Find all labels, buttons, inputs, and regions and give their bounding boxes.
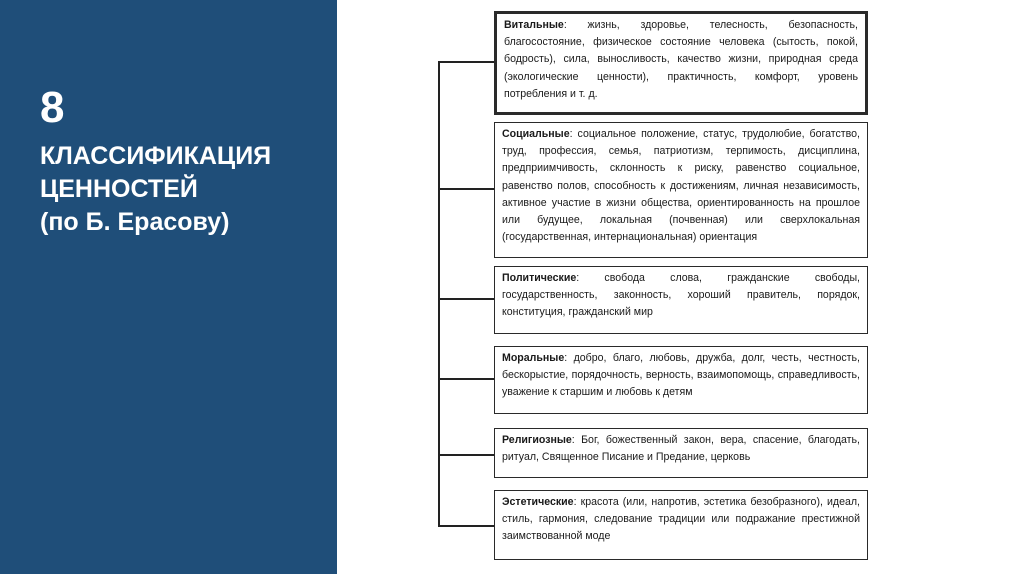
category-name: Социальные [502,128,570,140]
bracket-vertical-line [438,61,440,527]
slide-title-line-1: КЛАССИФИКАЦИЯ [40,142,272,170]
slide-title-line-3: (по Б. Ерасову) [40,208,230,236]
category-box-aesthetic [494,490,868,560]
category-box-religious [494,428,868,478]
category-name: Эстетические [502,496,574,508]
category-values: : красота (или, напротив, эстетика безобразного), идеал, стиль, гармония, следование традиции или подражание престижной заимствованной моде [502,496,860,543]
category-values: : добро, благо, любовь, дружба, долг, честь, честность, бескорыстие, порядочность, верность, взаимопомощь, справедливость, уважение к старшим и любовь к детям [502,352,860,399]
title-panel [0,0,337,574]
category-values: : свобода слова, гражданские свободы, государственность, законность, хороший правитель, порядок, конституция, гражданский мир [502,272,860,319]
connector-vital [438,61,494,63]
slide-number: 8 [40,83,65,132]
category-name: Религиозные [502,434,572,446]
connector-social [438,188,494,190]
category-box-political [494,266,868,334]
category-name: Моральные [502,352,565,364]
connector-aesthetic [438,525,494,527]
category-values: : жизнь, здоровье, телесность, безопасность, благосостояние, физическое состояние человека (сытость, покой, бодрость), сила, выносливость, качество жизни, природная среда (экологические ценности), практичность, комфорт, уровень потребления и т. д. [504,19,858,100]
slide-title-line-2: ЦЕННОСТЕЙ [40,175,198,203]
category-box-moral [494,346,868,414]
category-name: Политические [502,272,577,284]
connector-religious [438,454,494,456]
category-box-vital [494,11,868,115]
values-classification-diagram [430,8,880,568]
connector-political [438,298,494,300]
category-values: : социальное положение, статус, трудолюбие, богатство, труд, профессия, семья, патриотизм, терпимость, дисциплина, предприимчивость, склонность к риску, равенство социальное, равенство полов, способность к достижениям, личная независимость, активное участие в жизни общества, ориентированность на прошлое или будущее, локальная (почвенная) или сверхлокальная (государственная, интернациональная) ориентация [502,128,860,244]
connector-moral [438,378,494,380]
category-name: Витальные [504,19,564,31]
category-box-social [494,122,868,258]
category-values: : Бог, божественный закон, вера, спасение, благодать, ритуал, Священное Писание и Предание, церковь [502,434,860,464]
slide-title [40,140,330,239]
